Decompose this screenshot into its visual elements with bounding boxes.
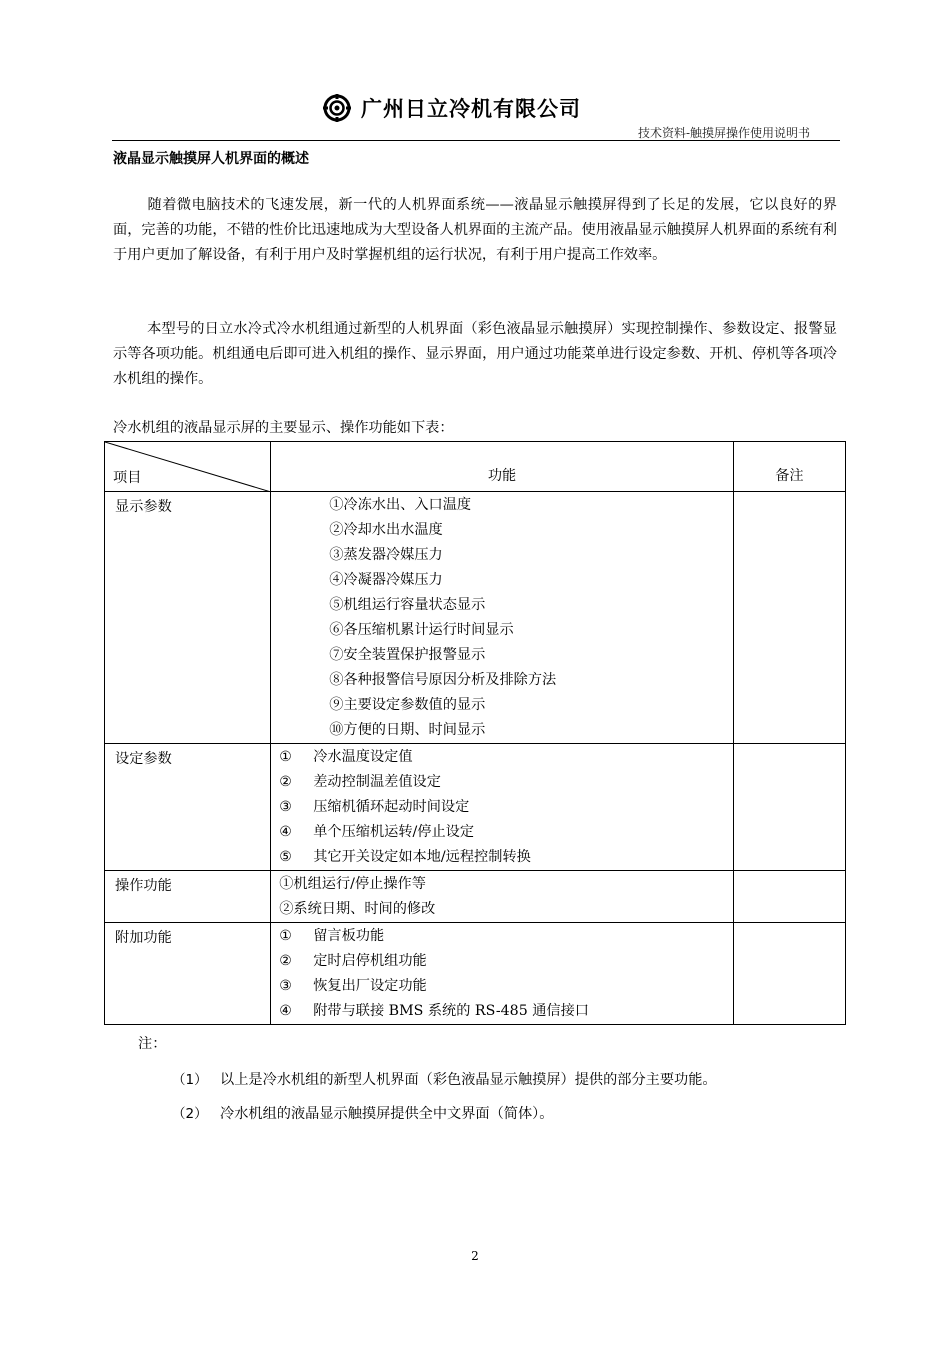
item-text: 留言板功能 — [313, 928, 385, 944]
item-number: ⑥ — [329, 622, 344, 638]
function-list-cell — [271, 871, 734, 923]
hitachi-logo-icon — [323, 94, 351, 122]
intro-paragraph — [113, 193, 837, 268]
row-item-label: 操作功能 — [105, 871, 271, 923]
item-number: ① — [279, 876, 294, 892]
item-number: ② — [279, 774, 292, 790]
document-type: 技术资料-触摸屏操作使用说明书 — [637, 126, 810, 140]
model-paragraph — [113, 317, 837, 392]
function-list — [279, 745, 733, 870]
item-number: ⑧ — [329, 672, 344, 688]
list-item — [279, 745, 733, 770]
list-item — [329, 693, 733, 718]
item-text: 方便的日期、时间显示 — [343, 722, 486, 738]
list-item — [329, 643, 733, 668]
list-item — [329, 518, 733, 543]
item-text: 定时启停机组功能 — [313, 953, 427, 969]
note-item — [172, 1102, 553, 1123]
item-number: ④ — [329, 572, 344, 588]
list-item — [329, 568, 733, 593]
list-item — [279, 845, 733, 870]
note-number: （2） — [172, 1106, 208, 1122]
table-caption: 冷水机组的液晶显示屏的主要显示、操作功能如下表： — [113, 420, 454, 436]
list-item — [279, 999, 733, 1024]
list-item — [329, 593, 733, 618]
row-item-label: 显示参数 — [105, 492, 271, 744]
item-number: ③ — [279, 978, 292, 994]
item-text: 机组运行容量状态显示 — [343, 597, 486, 613]
row-note — [733, 744, 845, 871]
company-name: 广州日立冷机有限公司 — [361, 97, 581, 121]
table-row — [105, 923, 846, 1025]
function-list-cell — [271, 492, 734, 744]
item-number: ① — [279, 749, 292, 765]
row-item-label: 设定参数 — [105, 744, 271, 871]
item-text: 压缩机循环起动时间设定 — [313, 799, 470, 815]
row-note — [733, 923, 845, 1025]
list-item — [329, 668, 733, 693]
table-row — [105, 744, 846, 871]
item-number: ⑨ — [329, 697, 344, 713]
list-item — [279, 974, 733, 999]
item-text: 各压缩机累计运行时间显示 — [343, 622, 514, 638]
paragraph-text: 本型号的日立水冷式冷水机组通过新型的人机界面（彩色液晶显示触摸屏）实现控制操作、参数设定、报警显示等各项功能。机组通电后即可进入机组的操作、显示界面，用户通过功能菜单进行设定参数、开机、停机等各项冷水机组的操作。 — [113, 321, 837, 387]
list-item — [279, 924, 733, 949]
table-row — [105, 492, 846, 744]
function-table — [104, 441, 846, 1025]
list-item — [279, 872, 733, 897]
item-number: ③ — [279, 799, 292, 815]
note-text: 以上是冷水机组的新型人机界面（彩色液晶显示触摸屏）提供的部分主要功能。 — [220, 1072, 717, 1088]
list-item — [329, 618, 733, 643]
list-item — [329, 718, 733, 743]
item-number: ⑤ — [279, 849, 292, 865]
item-text: 附带与联接 BMS 系统的 RS-485 通信接口 — [313, 1003, 589, 1019]
list-item — [279, 897, 733, 922]
item-number: ⑤ — [329, 597, 344, 613]
item-number: ④ — [279, 824, 292, 840]
header-item-cell — [105, 442, 271, 492]
list-item — [279, 795, 733, 820]
item-text: 差动控制温差值设定 — [313, 774, 441, 790]
section-title: 液晶显示触摸屏人机界面的概述 — [113, 151, 309, 167]
item-number: ② — [329, 522, 344, 538]
item-number: ⑩ — [329, 722, 344, 738]
row-item-label: 附加功能 — [105, 923, 271, 1025]
item-text: 系统日期、时间的修改 — [293, 901, 436, 917]
item-number: ④ — [279, 1003, 292, 1019]
table-header-row — [105, 442, 846, 492]
company-header — [323, 92, 581, 124]
item-text: 机组运行/停止操作等 — [293, 876, 426, 892]
note-number: （1） — [172, 1072, 208, 1088]
item-number: ③ — [329, 547, 344, 563]
item-text: 其它开关设定如本地/远程控制转换 — [313, 849, 531, 865]
list-item — [329, 493, 733, 518]
paragraph-text: 随着微电脑技术的飞速发展，新一代的人机界面系统——液晶显示触摸屏得到了长足的发展，它以良好的界面，完善的功能，不错的性价比迅速地成为大型设备人机界面的主流产品。使用液晶显示触摸屏人机界面的系统有利于用户更加了解设备，有利于用户及时掌握机组的运行状况，有利于用户提高工作效率。 — [113, 197, 837, 263]
header-function: 功能 — [271, 442, 734, 492]
page-number: 2 — [471, 1249, 479, 1263]
notes-label: 注： — [138, 1036, 167, 1052]
item-number: ② — [279, 901, 294, 917]
function-list-cell — [271, 744, 734, 871]
list-item — [279, 949, 733, 974]
item-text: 冷却水出水温度 — [343, 522, 443, 538]
item-text: 蒸发器冷媒压力 — [343, 547, 443, 563]
item-text: 冷冻水出、入口温度 — [343, 497, 472, 513]
note-text: 冷水机组的液晶显示触摸屏提供全中文界面（简体）。 — [220, 1106, 554, 1122]
function-list — [329, 493, 733, 743]
item-number: ② — [279, 953, 292, 969]
list-item — [279, 770, 733, 795]
row-note — [733, 492, 845, 744]
item-text: 各种报警信号原因分析及排除方法 — [343, 672, 557, 688]
header-note: 备注 — [733, 442, 845, 492]
header-divider — [112, 140, 840, 141]
item-text: 恢复出厂设定功能 — [313, 978, 427, 994]
item-text: 冷凝器冷媒压力 — [343, 572, 443, 588]
list-item — [279, 820, 733, 845]
row-note — [733, 871, 845, 923]
item-text: 单个压缩机运转/停止设定 — [313, 824, 475, 840]
function-list-cell — [271, 923, 734, 1025]
list-item — [329, 543, 733, 568]
function-list — [279, 872, 733, 922]
item-number: ① — [329, 497, 344, 513]
item-number: ⑦ — [329, 647, 344, 663]
item-text: 冷水温度设定值 — [313, 749, 413, 765]
function-list — [279, 924, 733, 1024]
item-text: 安全装置保护报警显示 — [343, 647, 486, 663]
header-item-label: 项目 — [113, 470, 142, 486]
item-number: ① — [279, 928, 292, 944]
table-row — [105, 871, 846, 923]
item-text: 主要设定参数值的显示 — [343, 697, 486, 713]
note-item — [172, 1068, 717, 1089]
